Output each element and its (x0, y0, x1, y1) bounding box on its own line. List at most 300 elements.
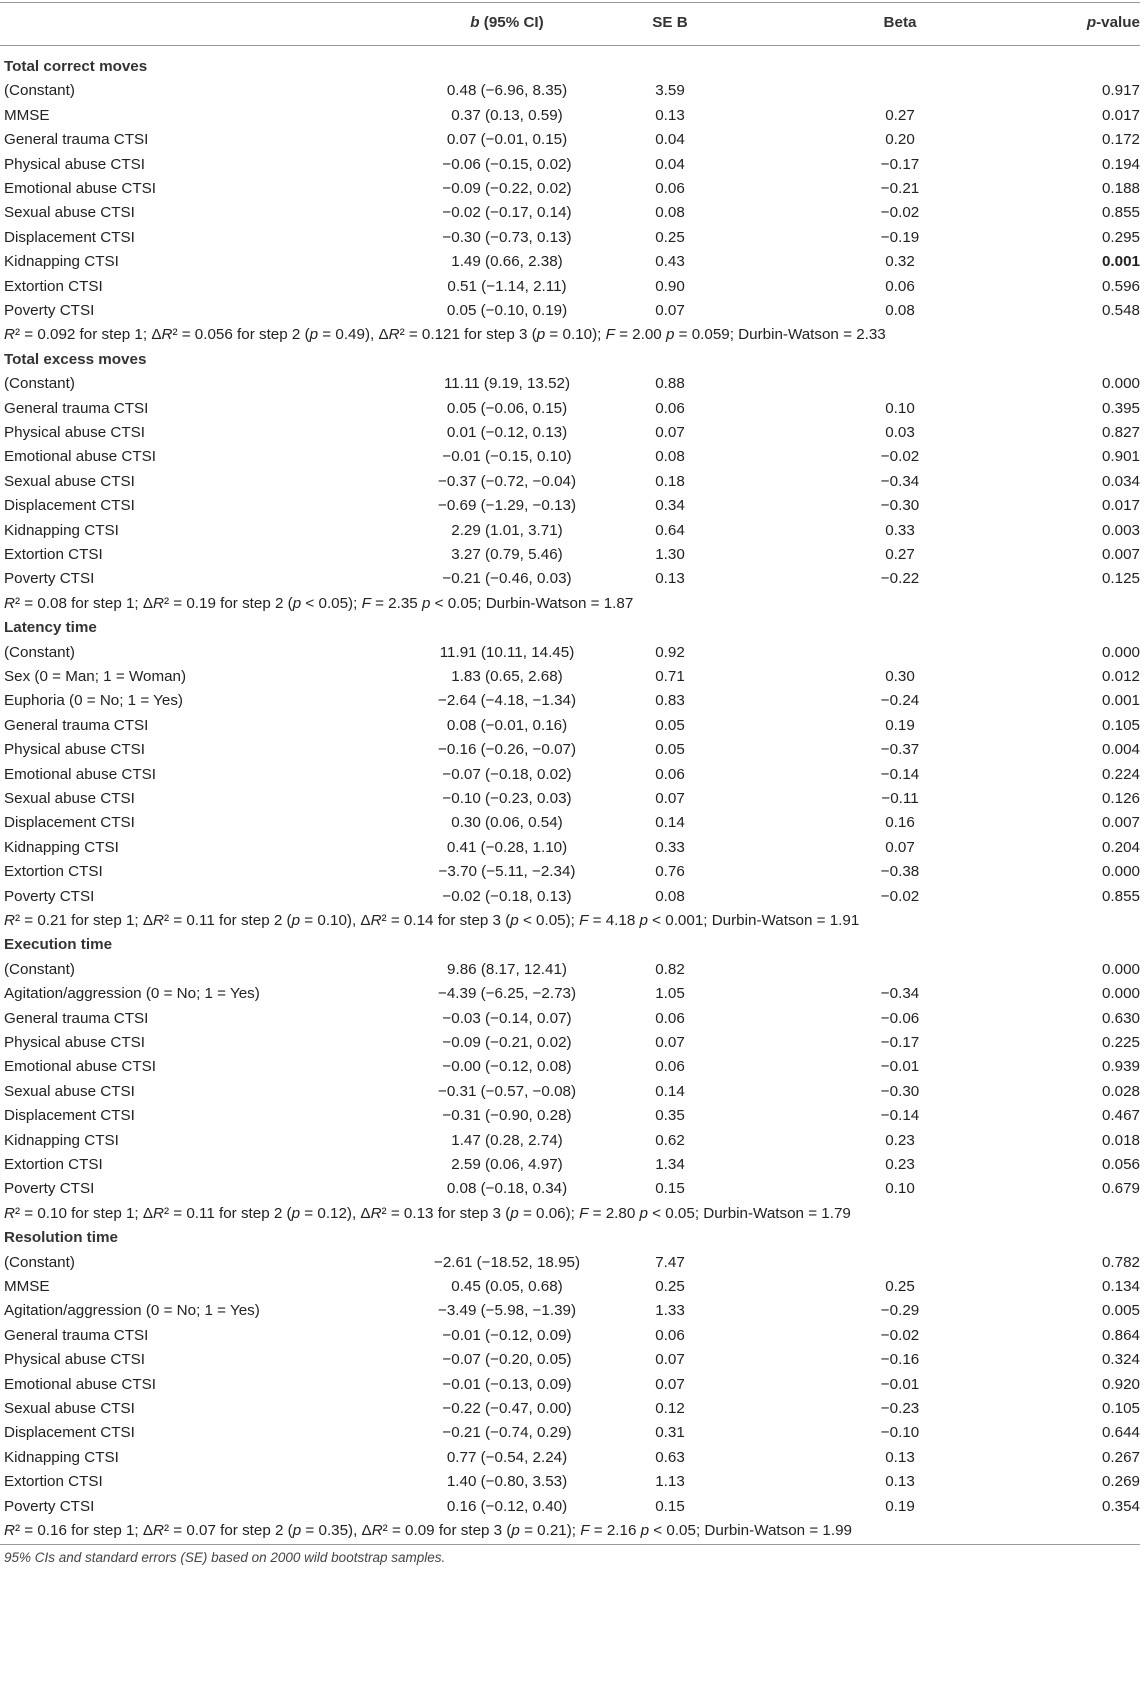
cell-se: 0.08 (655, 887, 685, 905)
cell-beta: −0.02 (880, 448, 920, 466)
cell-beta: 0.30 (885, 668, 915, 685)
cell-p-value: 0.000 (1101, 985, 1140, 1003)
header-p-symbol: p (1086, 14, 1097, 31)
cell-beta: 0.16 (885, 814, 915, 832)
cell-beta: 0.10 (885, 1180, 915, 1198)
cell-variable: Sexual abuse CTSI (4, 204, 135, 222)
cell-p-value: 0.679 (1101, 1180, 1140, 1198)
cell-p-value: 0.324 (1101, 1351, 1140, 1369)
cell-b-ci: −4.39 (−6.25, −2.73) (437, 985, 577, 1003)
cell-se: 0.06 (655, 1058, 685, 1076)
cell-beta: −0.30 (880, 1082, 920, 1100)
table-row (0, 566, 1140, 592)
model-summary-text: R² = 0.08 for step 1; ΔR² = 0.19 for step 2 (p < 0.05); F = 2.35 p < 0.05; Durbin-Watson = 1.87 (4, 594, 634, 612)
cell-variable: Extortion CTSI (4, 277, 103, 295)
cell-p-value: 0.000 (1101, 643, 1140, 661)
cell-variable: Extortion CTSI (4, 1473, 103, 1491)
table-row (0, 1128, 1140, 1154)
table-row (0, 1274, 1140, 1300)
cell-variable: Kidnapping CTSI (4, 1131, 119, 1149)
table-row (0, 152, 1140, 178)
cell-se: 0.34 (655, 497, 685, 515)
cell-beta: −0.11 (881, 790, 919, 807)
cell-p-value: 0.204 (1101, 838, 1140, 856)
table-row (0, 542, 1140, 568)
cell-se: 0.71 (655, 668, 685, 685)
cell-p-value: 0.467 (1101, 1107, 1140, 1125)
header-b-rest: (95% CI) (479, 14, 544, 31)
cell-se: 0.31 (655, 1424, 685, 1442)
cell-b-ci: −0.22 (−0.47, 0.00) (442, 1400, 572, 1417)
table-row (0, 664, 1140, 690)
table-row (0, 1103, 1140, 1129)
cell-p-value: 0.939 (1101, 1058, 1140, 1076)
cell-b-ci: 0.51 (−1.14, 2.11) (447, 277, 567, 295)
table-row (0, 884, 1140, 910)
cell-b-ci: 2.29 (1.01, 3.71) (451, 521, 563, 539)
cell-beta: 0.13 (885, 1448, 915, 1466)
cell-p-value: 0.105 (1101, 716, 1140, 734)
cell-beta: −0.02 (880, 1326, 920, 1344)
cell-p-value: 0.827 (1101, 424, 1140, 441)
cell-variable: Extortion CTSI (4, 863, 103, 881)
cell-se: 0.07 (655, 302, 685, 319)
cell-variable: Sexual abuse CTSI (4, 1400, 135, 1417)
cell-beta: −0.17 (880, 155, 920, 173)
cell-variable: (Constant) (4, 82, 75, 100)
cell-se: 0.06 (655, 180, 685, 197)
cell-se: 0.90 (655, 277, 685, 295)
table-row (0, 127, 1140, 153)
table-row (0, 1445, 1140, 1471)
cell-p-value: 0.225 (1101, 1034, 1140, 1051)
table-row (0, 1298, 1140, 1324)
table-row (0, 1420, 1140, 1446)
cell-p-value: 0.000 (1101, 375, 1140, 393)
cell-beta: 0.27 (885, 546, 915, 563)
cell-b-ci: −0.09 (−0.21, 0.02) (442, 1034, 572, 1051)
cell-beta: 0.20 (885, 131, 915, 149)
table-bottom-rule (0, 1544, 1140, 1545)
cell-p-value: 0.126 (1101, 790, 1140, 807)
cell-se: 1.34 (655, 1156, 685, 1173)
cell-se: 0.83 (655, 692, 685, 710)
cell-p-value: 0.782 (1101, 1253, 1140, 1271)
cell-variable: Sexual abuse CTSI (4, 1082, 135, 1100)
cell-se: 1.05 (655, 985, 685, 1003)
cell-beta: −0.02 (880, 887, 920, 905)
cell-b-ci: −0.01 (−0.12, 0.09) (442, 1326, 572, 1344)
cell-beta: −0.02 (880, 204, 920, 222)
cell-se: 0.06 (655, 765, 685, 783)
table-footnote: 95% CIs and standard errors (SE) based on 2000 wild bootstrap samples. (4, 1550, 446, 1566)
cell-beta: 0.33 (885, 521, 915, 539)
model-summary-row (0, 591, 1140, 617)
header-rule (0, 45, 1140, 46)
cell-beta: 0.07 (885, 838, 915, 856)
header-se: SE B (652, 14, 688, 31)
cell-b-ci: 0.16 (−0.12, 0.40) (446, 1497, 568, 1515)
cell-p-value: 0.028 (1101, 1082, 1140, 1100)
cell-b-ci: −0.69 (−1.29, −0.13) (437, 497, 577, 515)
table-row (0, 371, 1140, 397)
cell-se: 0.08 (655, 204, 685, 222)
cell-se: 0.06 (655, 399, 685, 417)
table-row (0, 200, 1140, 226)
cell-variable: Emotional abuse CTSI (4, 1375, 156, 1393)
table-top-rule (0, 2, 1140, 3)
cell-se: 0.63 (655, 1448, 685, 1466)
cell-se: 7.47 (655, 1253, 685, 1271)
table-row (0, 103, 1140, 129)
cell-se: 0.12 (655, 1400, 685, 1417)
cell-b-ci: −3.70 (−5.11, −2.34) (438, 863, 576, 881)
cell-beta: −0.01 (880, 1058, 920, 1076)
cell-p-value: 0.012 (1101, 668, 1140, 685)
cell-p-value: 0.864 (1101, 1326, 1140, 1344)
table-row (0, 1030, 1140, 1056)
cell-b-ci: 2.59 (0.06, 4.97) (451, 1156, 563, 1173)
cell-b-ci: −2.64 (−4.18, −1.34) (437, 692, 577, 710)
cell-p-value: 0.855 (1101, 887, 1140, 905)
section-title-text: Total excess moves (4, 350, 147, 368)
cell-beta: 0.25 (885, 1278, 915, 1295)
section-title (0, 1225, 1140, 1251)
table-row (0, 493, 1140, 519)
table-row (0, 688, 1140, 714)
cell-se: 0.07 (655, 424, 685, 441)
table-row (0, 859, 1140, 885)
cell-p-value: 0.001 (1101, 692, 1140, 710)
cell-p-value: 0.224 (1101, 765, 1140, 783)
cell-p-value: 0.295 (1101, 228, 1140, 246)
cell-p-value: 0.000 (1101, 863, 1140, 881)
cell-variable: Sexual abuse CTSI (4, 790, 135, 807)
table-row (0, 981, 1140, 1007)
cell-se: 0.07 (655, 1351, 685, 1369)
section-title (0, 347, 1140, 373)
cell-se: 0.07 (655, 1375, 685, 1393)
cell-b-ci: 0.37 (0.13, 0.59) (451, 106, 563, 124)
model-summary-row (0, 322, 1140, 348)
cell-p-value: 0.007 (1101, 546, 1140, 563)
cell-se: 0.15 (655, 1497, 685, 1515)
cell-variable: Agitation/aggression (0 = No; 1 = Yes) (4, 1302, 260, 1320)
cell-beta: −0.16 (880, 1351, 920, 1369)
table-header-row (0, 10, 1140, 36)
cell-variable: Displacement CTSI (4, 228, 135, 246)
cell-se: 0.35 (655, 1107, 685, 1125)
table-row (0, 249, 1140, 275)
cell-se: 1.13 (655, 1473, 685, 1491)
model-summary-row (0, 908, 1140, 934)
cell-variable: Physical abuse CTSI (4, 155, 145, 173)
table-row (0, 1152, 1140, 1178)
table-row (0, 396, 1140, 422)
cell-beta: 0.23 (885, 1131, 915, 1149)
cell-b-ci: −0.16 (−0.26, −0.07) (437, 741, 577, 759)
header-p-value (1020, 10, 1140, 36)
cell-beta: 0.08 (885, 302, 915, 319)
cell-variable: Kidnapping CTSI (4, 838, 119, 856)
cell-b-ci: −0.09 (−0.22, 0.02) (442, 180, 572, 197)
cell-se: 0.33 (655, 838, 685, 856)
cell-beta: −0.34 (880, 472, 920, 490)
cell-beta: −0.23 (880, 1400, 920, 1417)
table-row (0, 1079, 1140, 1105)
cell-b-ci: 0.05 (−0.10, 0.19) (446, 302, 568, 319)
cell-variable: Poverty CTSI (4, 570, 95, 588)
cell-b-ci: 1.40 (−0.80, 3.53) (446, 1473, 568, 1491)
cell-b-ci: 0.07 (−0.01, 0.15) (446, 131, 568, 149)
model-summary-text: R² = 0.21 for step 1; ΔR² = 0.11 for step 2 (p = 0.10), ΔR² = 0.14 for step 3 (p < 0.05); F = 4.18 p < 0.001; Durbin-Watson = 1.91 (4, 912, 860, 929)
table-row (0, 957, 1140, 983)
table-row (0, 1250, 1140, 1276)
table-row (0, 469, 1140, 495)
cell-se: 0.07 (655, 1034, 685, 1051)
cell-beta: −0.01 (880, 1375, 920, 1393)
cell-b-ci: −0.30 (−0.73, 0.13) (442, 228, 572, 246)
cell-beta: 0.06 (885, 277, 915, 295)
cell-variable: General trauma CTSI (4, 1009, 149, 1027)
cell-b-ci: 3.27 (0.79, 5.46) (451, 546, 563, 563)
cell-b-ci: −0.02 (−0.17, 0.14) (442, 204, 572, 222)
table-row (0, 1347, 1140, 1373)
cell-p-value: 0.007 (1101, 814, 1140, 832)
cell-variable: Kidnapping CTSI (4, 253, 119, 271)
cell-se: 0.14 (655, 1082, 685, 1100)
cell-variable: Poverty CTSI (4, 1180, 95, 1198)
table-row (0, 78, 1140, 104)
cell-p-value: 0.188 (1101, 180, 1140, 197)
model-summary-text: R² = 0.092 for step 1; ΔR² = 0.056 for step 2 (p = 0.49), ΔR² = 0.121 for step 3 (p = 0.10); F = 2.00 p = 0.059; Durbin-Watson = 2.33 (4, 326, 886, 344)
table-row (0, 1054, 1140, 1080)
cell-b-ci: −0.31 (−0.90, 0.28) (442, 1107, 572, 1125)
model-summary-row (0, 1518, 1140, 1544)
cell-variable: (Constant) (4, 643, 75, 661)
cell-se: 0.62 (655, 1131, 685, 1149)
table-row (0, 640, 1140, 666)
header-b (407, 10, 607, 36)
cell-p-value: 0.267 (1101, 1448, 1140, 1466)
cell-se: 1.30 (655, 546, 685, 563)
cell-se: 0.92 (655, 643, 685, 661)
cell-se: 0.13 (655, 106, 685, 124)
cell-b-ci: −0.21 (−0.46, 0.03) (442, 570, 572, 588)
cell-beta: 0.32 (885, 253, 915, 271)
cell-p-value: 0.001 (1101, 253, 1140, 271)
table-row (0, 1006, 1140, 1032)
cell-variable: Euphoria (0 = No; 1 = Yes) (4, 692, 183, 710)
cell-variable: Kidnapping CTSI (4, 1448, 119, 1466)
cell-beta: −0.37 (880, 741, 920, 759)
cell-p-value: 0.548 (1101, 302, 1140, 319)
cell-p-value: 0.005 (1101, 1302, 1140, 1320)
cell-se: 0.43 (655, 253, 685, 271)
table-row (0, 1396, 1140, 1422)
section-title-text: Resolution time (4, 1229, 118, 1247)
cell-se: 0.15 (655, 1180, 685, 1198)
cell-variable: (Constant) (4, 375, 75, 393)
cell-beta: 0.19 (885, 1497, 915, 1515)
cell-beta: 0.19 (885, 716, 915, 734)
cell-se: 0.25 (655, 228, 685, 246)
cell-p-value: 0.134 (1101, 1278, 1140, 1295)
cell-beta: −0.30 (880, 497, 920, 515)
cell-variable: Physical abuse CTSI (4, 741, 145, 759)
cell-variable: MMSE (4, 106, 50, 124)
cell-p-value: 0.194 (1101, 155, 1140, 173)
cell-variable: Poverty CTSI (4, 887, 95, 905)
cell-p-value: 0.034 (1101, 472, 1140, 490)
cell-b-ci: −0.01 (−0.15, 0.10) (442, 448, 572, 466)
table-row (0, 737, 1140, 763)
cell-p-value: 0.018 (1101, 1131, 1140, 1149)
table-row (0, 1323, 1140, 1349)
model-summary-row (0, 1201, 1140, 1227)
cell-variable: Emotional abuse CTSI (4, 1058, 156, 1076)
cell-beta: −0.14 (880, 765, 920, 783)
table-row (0, 298, 1140, 324)
cell-variable: Displacement CTSI (4, 814, 135, 832)
cell-variable: Kidnapping CTSI (4, 521, 119, 539)
cell-variable: Displacement CTSI (4, 1107, 135, 1125)
cell-p-value: 0.395 (1101, 399, 1140, 417)
cell-b-ci: 0.41 (−0.28, 1.10) (446, 838, 568, 856)
cell-b-ci: −0.31 (−0.57, −0.08) (437, 1082, 577, 1100)
table-row (0, 176, 1140, 202)
table-row (0, 444, 1140, 470)
cell-b-ci: 0.77 (−0.54, 2.24) (446, 1448, 568, 1466)
table-row (0, 274, 1140, 300)
cell-b-ci: 0.48 (−6.96, 8.35) (446, 82, 568, 100)
cell-p-value: 0.920 (1101, 1375, 1140, 1393)
cell-beta: 0.10 (885, 399, 915, 417)
cell-p-value: 0.056 (1101, 1156, 1140, 1173)
cell-b-ci: 0.30 (0.06, 0.54) (451, 814, 563, 832)
cell-b-ci: 9.86 (8.17, 12.41) (447, 960, 567, 978)
cell-beta: 0.23 (885, 1156, 915, 1173)
cell-b-ci: −0.10 (−0.23, 0.03) (442, 790, 572, 807)
cell-p-value: 0.000 (1101, 960, 1140, 978)
table-row (0, 420, 1140, 446)
cell-p-value: 0.269 (1101, 1473, 1140, 1491)
cell-se: 0.64 (655, 521, 685, 539)
cell-b-ci: 0.45 (0.05, 0.68) (451, 1278, 563, 1295)
cell-variable: General trauma CTSI (4, 399, 149, 417)
cell-variable: (Constant) (4, 960, 75, 978)
table-row (0, 786, 1140, 812)
cell-se: 0.05 (655, 741, 685, 759)
cell-beta: 0.03 (885, 424, 915, 441)
cell-p-value: 0.917 (1101, 82, 1140, 100)
cell-variable: Physical abuse CTSI (4, 424, 145, 441)
cell-beta: −0.34 (880, 985, 920, 1003)
cell-se: 0.18 (655, 472, 685, 490)
cell-b-ci: −0.03 (−0.14, 0.07) (442, 1009, 572, 1027)
cell-se: 3.59 (655, 82, 685, 100)
cell-variable: Emotional abuse CTSI (4, 448, 156, 466)
cell-beta: −0.21 (880, 180, 920, 197)
table-row (0, 810, 1140, 836)
section-title-text: Latency time (4, 619, 97, 637)
header-b-symbol: b (470, 14, 480, 31)
cell-variable: Physical abuse CTSI (4, 1351, 145, 1369)
cell-variable: Emotional abuse CTSI (4, 180, 156, 197)
cell-beta: −0.29 (880, 1302, 920, 1320)
model-summary-text: R² = 0.10 for step 1; ΔR² = 0.11 for step 2 (p = 0.12), ΔR² = 0.13 for step 3 (p = 0.06); F = 2.80 p < 0.05; Durbin-Watson = 1.79 (4, 1204, 851, 1222)
cell-b-ci: 1.49 (0.66, 2.38) (451, 253, 563, 271)
cell-variable: Displacement CTSI (4, 1424, 135, 1442)
table-row (0, 762, 1140, 788)
cell-variable: Emotional abuse CTSI (4, 765, 156, 783)
cell-b-ci: 11.91 (10.11, 14.45) (439, 643, 575, 661)
cell-b-ci: 0.01 (−0.12, 0.13) (446, 424, 568, 441)
cell-se: 0.06 (655, 1326, 685, 1344)
table-row (0, 518, 1140, 544)
cell-p-value: 0.017 (1101, 106, 1140, 124)
cell-beta: −0.17 (880, 1034, 920, 1051)
cell-variable: General trauma CTSI (4, 716, 149, 734)
cell-beta: −0.22 (880, 570, 920, 588)
cell-b-ci: 1.47 (0.28, 2.74) (451, 1131, 563, 1149)
table-row (0, 1494, 1140, 1520)
cell-se: 0.25 (655, 1278, 685, 1295)
cell-b-ci: −0.07 (−0.18, 0.02) (442, 765, 572, 783)
cell-beta: −0.19 (880, 228, 920, 246)
cell-b-ci: 0.05 (−0.06, 0.15) (446, 399, 568, 417)
cell-variable: Sexual abuse CTSI (4, 472, 135, 490)
cell-beta: −0.10 (880, 1424, 920, 1442)
cell-variable: General trauma CTSI (4, 1326, 149, 1344)
cell-b-ci: −0.07 (−0.20, 0.05) (442, 1351, 572, 1369)
cell-beta: −0.38 (880, 863, 920, 881)
cell-beta: −0.14 (880, 1107, 920, 1125)
section-title (0, 54, 1140, 80)
cell-p-value: 0.172 (1101, 131, 1140, 149)
cell-b-ci: 0.08 (−0.18, 0.34) (446, 1180, 568, 1198)
cell-beta: 0.27 (885, 106, 915, 124)
cell-variable: Extortion CTSI (4, 1156, 103, 1173)
cell-p-value: 0.004 (1101, 741, 1140, 759)
cell-variable: Physical abuse CTSI (4, 1034, 145, 1051)
cell-b-ci: −2.61 (−18.52, 18.95) (433, 1253, 581, 1271)
cell-variable: Poverty CTSI (4, 1497, 95, 1515)
table-row (0, 835, 1140, 861)
cell-se: 1.33 (655, 1302, 685, 1320)
cell-p-value: 0.354 (1101, 1497, 1140, 1515)
cell-p-value: 0.644 (1101, 1424, 1140, 1442)
cell-se: 0.07 (655, 790, 685, 807)
cell-b-ci: −0.21 (−0.74, 0.29) (442, 1424, 572, 1442)
cell-p-value: 0.105 (1101, 1400, 1140, 1417)
cell-variable: Sex (0 = Man; 1 = Woman) (4, 668, 187, 685)
cell-p-value: 0.003 (1101, 521, 1140, 539)
cell-se: 0.05 (655, 716, 685, 734)
section-title-text: Execution time (4, 936, 113, 954)
cell-b-ci: 1.83 (0.65, 2.68) (451, 668, 563, 685)
cell-se: 0.04 (655, 155, 685, 173)
cell-p-value: 0.017 (1101, 497, 1140, 515)
cell-se: 0.08 (655, 448, 685, 466)
cell-variable: Displacement CTSI (4, 497, 135, 515)
cell-variable: General trauma CTSI (4, 131, 149, 149)
model-summary-text: R² = 0.16 for step 1; ΔR² = 0.07 for step 2 (p = 0.35), ΔR² = 0.09 for step 3 (p = 0.21); F = 2.16 p < 0.05; Durbin-Watson = 1.99 (4, 1522, 852, 1539)
cell-p-value: 0.855 (1101, 204, 1140, 222)
cell-se: 0.82 (655, 960, 685, 978)
section-title (0, 615, 1140, 641)
cell-se: 0.14 (655, 814, 685, 832)
